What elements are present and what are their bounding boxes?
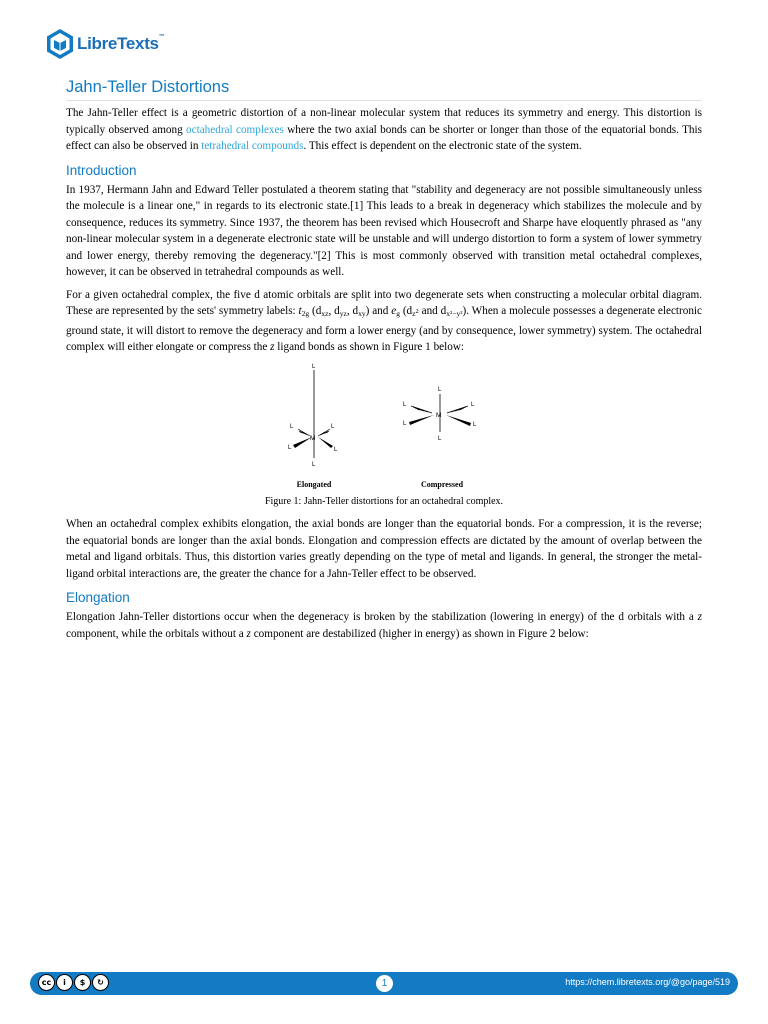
cc-icon: cc bbox=[38, 974, 55, 991]
noncommercial-icon: $ bbox=[74, 974, 91, 991]
ligand-label: L bbox=[438, 386, 442, 393]
figure-1-diagram bbox=[66, 362, 702, 492]
page-footer bbox=[30, 972, 738, 995]
logo-wordmark: LibreTexts™ bbox=[77, 34, 165, 53]
sharealike-icon: ↻ bbox=[92, 974, 109, 991]
link-tetrahedral-compounds[interactable]: tetrahedral compounds bbox=[201, 140, 304, 152]
introduction-paragraph-2: For a given octahedral complex, the five d atomic orbitals are split into two degenerate sets when constructing a molecular orbital diagram. These are represented by the sets' symmetry labels: $t_{2g}$ ($d_{xz}$, $d_{yz}$, $d_{xy}$) and $e_g$ ($d_{z2}$ and $d_{x^2-y^2}$). When a molecule possesses a degenerate electronic ground state, it will distort to remove the degeneracy and form a lower energy (and by consequence, lower symmetry) system. The octahedral complex will either elongate or compress the z ligand bonds as shown in Figure 1 below: bbox=[66, 288, 703, 353]
ligand-label: L bbox=[471, 401, 475, 408]
introduction-paragraph-1: In 1937, Hermann Jahn and Edward Teller postulated a theorem stating that "stability and degeneracy are not possible simultaneously unless the molecule is a linear one," in regards to its electronic state.[1] This leads to a break in degeneracy which stabilizes the molecule and by consequence, reduces its symmetry. Since 1937, the theorem has been revised which Housecroft and Sharpe have eloquently phrased as "any non-linear molecular system in a degenerate electronic state will be unstable and will undergo distortion to form a system of lower symmetry and lower energy, thereby removing the degeneracy."[2] This is most commonly observed with transition metal octahedral complexes, however, it can be observed in tetrahedral compounds as well. bbox=[66, 183, 702, 278]
ligand-label: L bbox=[288, 444, 292, 451]
elongation-paragraph: Elongation Jahn-Teller distortions occur when the degeneracy is broken by the stabilization (lowering in energy) of the d orbitals with a z component, while the orbitals without a z component are destabilized (higher in energy) as shown in Figure 2 below: bbox=[66, 611, 702, 640]
ligand-label: L bbox=[473, 421, 477, 428]
link-octahedral-complexes[interactable]: octahedral complexes bbox=[186, 123, 284, 136]
metal-label: M bbox=[436, 411, 442, 419]
elongated-structure bbox=[288, 364, 338, 468]
section-heading-introduction: Introduction bbox=[66, 162, 137, 178]
ligand-label: L bbox=[334, 446, 338, 453]
intro-paragraph: The Jahn-Teller effect is a geometric distortion of a non-linear molecular system that reduces its symmetry and energy. This distortion is typically observed among octahedral complexes where the two axial bonds can be shorter or longer than those of the equatorial bonds. This effect can also be observed in tetrahedral compounds. This effect is dependent on the electronic state of the system. bbox=[66, 107, 702, 152]
attribution-icon: i bbox=[56, 974, 73, 991]
elongation-compression-paragraph: When an octahedral complex exhibits elongation, the axial bonds are longer than the equatorial bonds. For a compression, it is the reverse; the equatorial bonds are longer than the axial bonds. Elongation and compression effects are dictated by the amount of overlap between the metal and ligand orbitals. Thus, this distortion varies greatly depending on the type of metal and ligands. In general, the stronger the metal-ligand orbital interactions are, the greater the chance for a Jahn-Teller effect to be observed. bbox=[66, 518, 702, 580]
ligand-label: L bbox=[331, 423, 335, 430]
creative-commons-license[interactable] bbox=[38, 974, 109, 991]
page-url[interactable]: https://chem.libretexts.org/@go/page/519 bbox=[565, 977, 730, 987]
label-compressed: Compressed bbox=[420, 479, 464, 489]
figure-1-caption: Figure 1: Jahn-Teller distortions for an octahedral complex. bbox=[264, 495, 504, 507]
compressed-structure bbox=[403, 387, 477, 442]
ligand-label: L bbox=[438, 435, 442, 442]
jahn-teller-octahedral-drawing bbox=[66, 362, 702, 492]
ligand-label: L bbox=[290, 423, 294, 430]
ligand-label: L bbox=[403, 420, 407, 427]
page-title: Jahn-Teller Distortions bbox=[66, 78, 702, 101]
section-heading-elongation: Elongation bbox=[66, 590, 130, 605]
ligand-label: L bbox=[312, 363, 316, 370]
libretexts-logo-icon bbox=[46, 28, 74, 60]
metal-label: M bbox=[310, 434, 316, 442]
label-elongated: Elongated bbox=[296, 479, 332, 489]
article-content bbox=[66, 78, 702, 648]
ligand-label: L bbox=[403, 401, 407, 408]
page-number: 1 bbox=[376, 975, 393, 992]
ligand-label: L bbox=[312, 461, 316, 468]
libretexts-logo[interactable] bbox=[46, 27, 164, 61]
